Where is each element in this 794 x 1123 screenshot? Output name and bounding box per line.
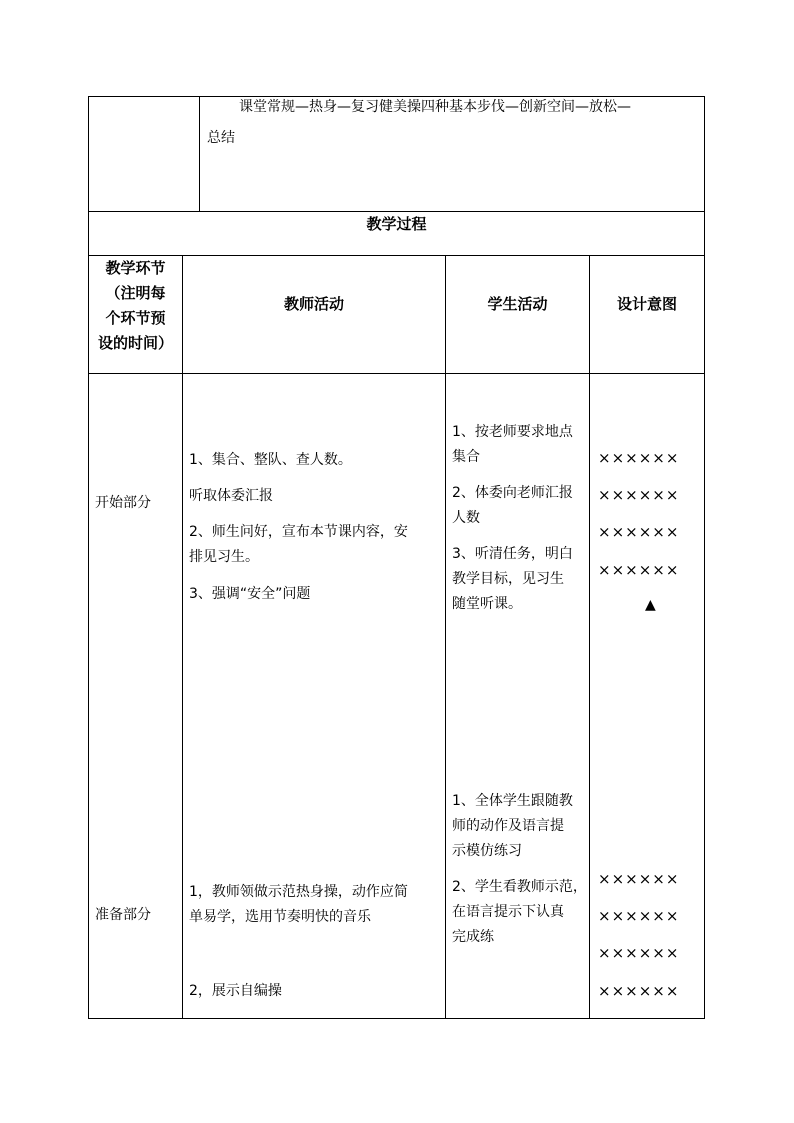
header-segment-line: 个环节预	[105, 309, 166, 327]
student-activity-line: 随堂听课。	[452, 596, 522, 612]
process-title: 教学过程	[366, 215, 427, 233]
student-activity-line: 教学目标，见习生	[452, 571, 564, 587]
flow-text-line2: 总结	[207, 130, 235, 146]
student-activity-line: 完成练	[452, 929, 494, 945]
teacher-activity-line: 单易学，选用节奏明快的音乐	[189, 909, 371, 925]
teacher-activity-line: 2、师生问好，宣布本节课内容，安	[189, 524, 408, 540]
student-activity-line: 人数	[452, 510, 480, 526]
section-label: 准备部分	[95, 907, 151, 923]
student-activity-line: 师的动作及语言提	[452, 818, 564, 834]
formation-row: ××××××	[598, 982, 680, 1000]
teacher-activity-line: 1、集合、整队、查人数。	[189, 452, 352, 468]
student-activity-line: 1、按老师要求地点	[452, 424, 573, 440]
formation-row: ××××××	[598, 486, 680, 504]
border-bottom	[88, 1018, 705, 1019]
formation-row: ××××××	[598, 561, 680, 579]
student-activity-line: 2、体委向老师汇报	[452, 485, 573, 501]
header-student-activity: 学生活动	[487, 295, 548, 313]
student-activity-line: 2、学生看教师示范，	[452, 879, 587, 895]
teacher-marker-icon: ▲	[645, 597, 656, 613]
col-divider	[589, 255, 590, 1018]
section-label: 开始部分	[95, 495, 151, 511]
header-segment-line: 设的时间）	[97, 334, 173, 352]
student-activity-line: 3、听清任务，明白	[452, 546, 573, 562]
teacher-activity-line: 听取体委汇报	[189, 488, 273, 504]
student-activity-line: 在语言提示下认真	[452, 904, 564, 920]
row-divider	[88, 373, 705, 374]
teacher-activity-line: 排见习生。	[189, 549, 259, 565]
header-segment-line: 教学环节	[105, 259, 166, 277]
teacher-activity-line: 2，展示自编操	[189, 983, 282, 999]
header-segment-line: （注明每	[105, 284, 166, 302]
formation-row: ××××××	[598, 870, 680, 888]
col-divider	[445, 255, 446, 1018]
formation-row: ××××××	[598, 523, 680, 541]
formation-row: ××××××	[598, 907, 680, 925]
header-design-intent: 设计意图	[616, 295, 677, 313]
col-divider	[199, 96, 200, 211]
student-activity-line: 示模仿练习	[452, 843, 522, 859]
header-teacher-activity: 教师活动	[283, 295, 344, 313]
student-activity-line: 1、全体学生跟随教	[452, 793, 573, 809]
formation-row: ××××××	[598, 449, 680, 467]
col-divider	[182, 255, 183, 1018]
formation-row: ××××××	[598, 944, 680, 962]
teacher-activity-line: 3、强调“安全”问题	[189, 586, 311, 602]
flow-text-line1: 课堂常规—热身—复习健美操四种基本步伐—创新空间—放松—	[239, 99, 631, 115]
student-activity-line: 集合	[452, 449, 480, 465]
teacher-activity-line: 1，教师领做示范热身操，动作应简	[189, 884, 408, 900]
